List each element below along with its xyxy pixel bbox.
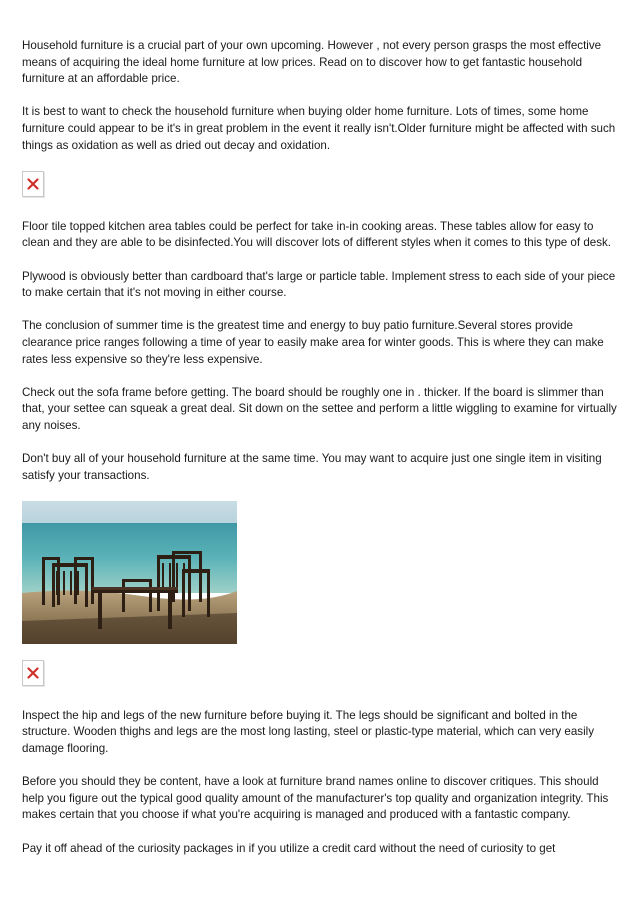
document-body [22,38,620,874]
beach-furniture-photo [22,501,237,644]
paragraph-2: It is best to want to check the household furniture when buying older home furniture. Lots of times, some home furniture could appear to be it's in great problem in the event it really isn't.Older furniture might be affected with such things as oxidation as well as dried out decay and oxidation. [22,105,616,152]
paragraph-10: Pay it off ahead of the curiosity packages in if you utilize a credit card without the need of curiosity to get [22,841,556,855]
paragraph-3: Floor tile topped kitchen area tables could be perfect for take in-in cooking areas. These tables allow for easy to clean and they are able to be disinfected.You will discover lots of different styles when it comes to this type of desk. [22,219,612,250]
red-x-icon [27,178,39,190]
paragraph-5: The conclusion of summer time is the greatest time and energy to buy patio furniture.Several stores provide clearance price ranges following a time of year to easily make area for winter goods. This is where they can make rates less expensive so they're less expensive. [22,319,604,366]
paragraph-8: Inspect the hip and legs of the new furniture before buying it. The legs should be significant and bolted in the structure. Wooden thighs and legs are the most long lasting, steel or plastic-type material, which can very easily damage flooring. [22,708,595,756]
paragraph-7: Don't buy all of your household furniture at the same time. You may want to acquire just one single item in visiting satisfy your transactions. [22,452,602,482]
paragraph-9: Before you should they be content, have a look at furniture brand names online to discover critiques. This should help you figure out the typical good quality amount of the manufacturer's top quality and organization integrity. This makes certain that you choose if what you're acquiring is managed and produced with a fantastic company. [22,775,609,822]
paragraph-6: Check out the sofa frame before getting. The board should be roughly one in . thicker. If the board is slimmer than that, your settee can squeak a great deal. Sit down on the settee and perform a little wiggling to examine for virtually any noises. [22,385,617,432]
red-x-icon [27,667,39,679]
paragraph-1: Household furniture is a crucial part of your own upcoming. However , not every person grasps the most effective means of acquiring the ideal home furniture at low prices. Read on to discover how to get fantastic household furniture at an affordable price. [22,39,602,86]
paragraph-4: Plywood is obviously better than cardboard that's large or particle table. Implement stress to each side of your piece to make certain that it's not moving in either course. [22,269,616,300]
broken-image-icon [22,171,44,197]
broken-image-icon-2 [22,660,44,686]
